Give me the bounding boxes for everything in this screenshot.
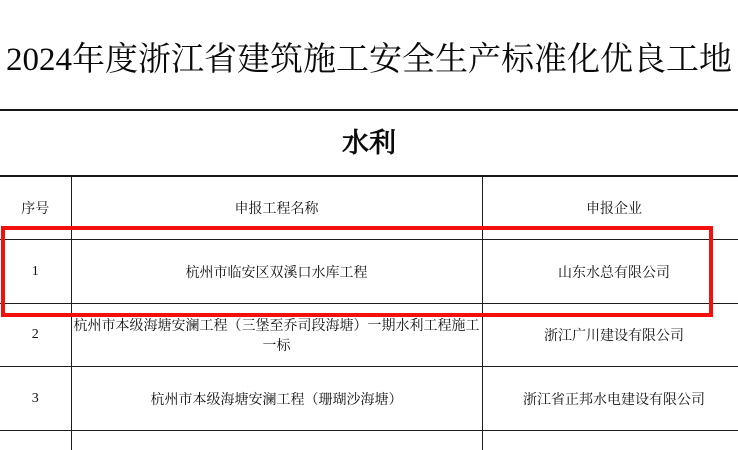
table-row-highlighted	[0, 240, 738, 304]
table-header-row	[0, 176, 738, 240]
cell-project-name: 杭州市本级海塘安澜工程（珊瑚沙海塘）	[71, 367, 482, 431]
cell-row-number: 2	[0, 304, 71, 367]
column-header-no: 序号	[0, 176, 71, 240]
column-header-company: 申报企业	[482, 176, 738, 240]
cell-project-name: 杭州市本级海塘安澜工程（三堡至乔司段海塘）一期水利工程施工一标	[71, 304, 482, 367]
cell-company-name: 浙江广川建设有限公司	[482, 304, 738, 367]
cell-empty	[0, 431, 71, 450]
column-header-project-name: 申报工程名称	[71, 176, 482, 240]
cell-company-name: 浙江省正邦水电建设有限公司	[482, 367, 738, 431]
cell-empty	[482, 431, 738, 450]
cell-company-name: 山东水总有限公司	[482, 240, 738, 304]
page-title: 2024年度浙江省建筑施工安全生产标准化优良工地	[6, 42, 732, 78]
table-row	[0, 304, 738, 367]
section-title: 水利	[342, 128, 396, 158]
cell-row-number: 3	[0, 367, 71, 431]
cell-empty	[71, 431, 482, 450]
table-row-partial	[0, 431, 738, 450]
cell-project-name: 杭州市临安区双溪口水库工程	[71, 240, 482, 304]
cell-row-number: 1	[0, 240, 71, 304]
divider-line	[0, 109, 738, 111]
table-row	[0, 367, 738, 431]
projects-table	[0, 175, 738, 450]
